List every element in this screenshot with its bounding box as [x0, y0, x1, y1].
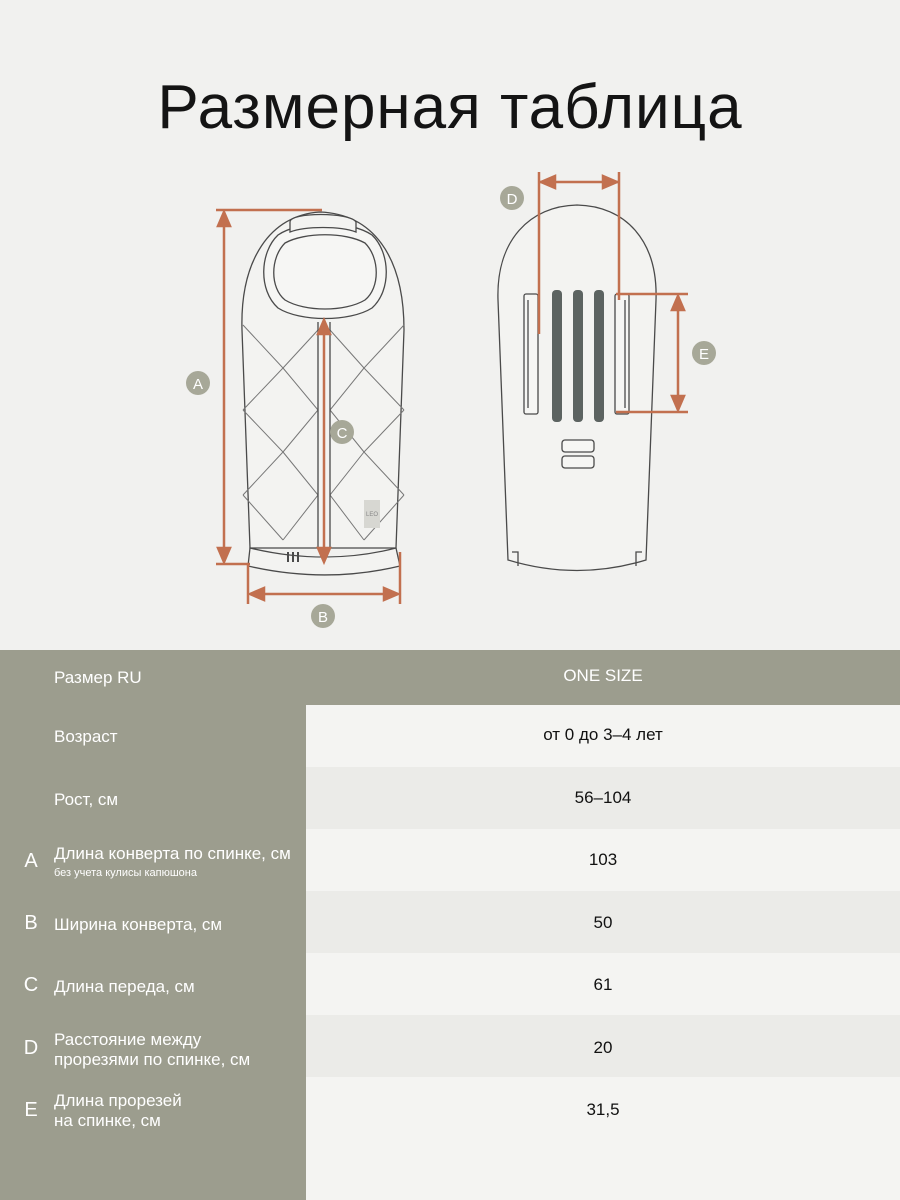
row-label-age: Возраст — [54, 727, 118, 746]
svg-text:A: A — [192, 376, 204, 393]
row-value-age: от 0 до 3–4 лет — [543, 725, 663, 744]
row-label-c: Длина переда, см — [54, 977, 195, 996]
back-stripes — [552, 290, 604, 422]
row-value-height: 56–104 — [574, 788, 632, 807]
row-label-a-main: Длина конверта по спинке, см — [54, 844, 291, 863]
row-letter-c: C — [23, 974, 39, 996]
row-letter-e: E — [24, 1099, 38, 1121]
row-value-b: 50 — [593, 913, 613, 932]
row-letter-a: A — [24, 850, 38, 872]
row-letter-d: D — [23, 1037, 39, 1059]
row-letter-b: B — [24, 912, 38, 934]
svg-text:C: C — [336, 425, 348, 442]
badge-d — [500, 186, 524, 210]
size-table — [0, 650, 900, 1200]
svg-text:E: E — [698, 346, 710, 363]
row-value-e: 31,5 — [586, 1100, 620, 1119]
badge-a — [186, 371, 210, 395]
row-label-height: Рост, см — [54, 790, 119, 809]
row-label-e: Длина прорезей на спинке, см — [54, 1091, 182, 1130]
value-cell-bg — [306, 1077, 900, 1200]
logo-text: LEO — [365, 512, 379, 518]
row-value-d: 20 — [593, 1038, 613, 1057]
row-label-a — [54, 844, 291, 881]
header-value: ONE SIZE — [563, 666, 643, 685]
badge-b — [311, 604, 335, 628]
svg-text:D: D — [506, 191, 518, 208]
row-label-b: Ширина конверта, см — [54, 915, 223, 934]
row-label-d: Расстояние между прорезями по спинке, см — [54, 1030, 251, 1069]
row-value-a: 103 — [588, 850, 618, 869]
page-title: Размерная таблица — [157, 73, 743, 142]
row-label-a-sub: без учета кулисы капюшона — [54, 867, 197, 879]
svg-text:B: B — [317, 609, 329, 626]
row-value-c: 61 — [593, 975, 613, 994]
badge-c — [330, 420, 354, 444]
badge-e — [692, 341, 716, 365]
header-label: Размер RU — [54, 668, 142, 687]
